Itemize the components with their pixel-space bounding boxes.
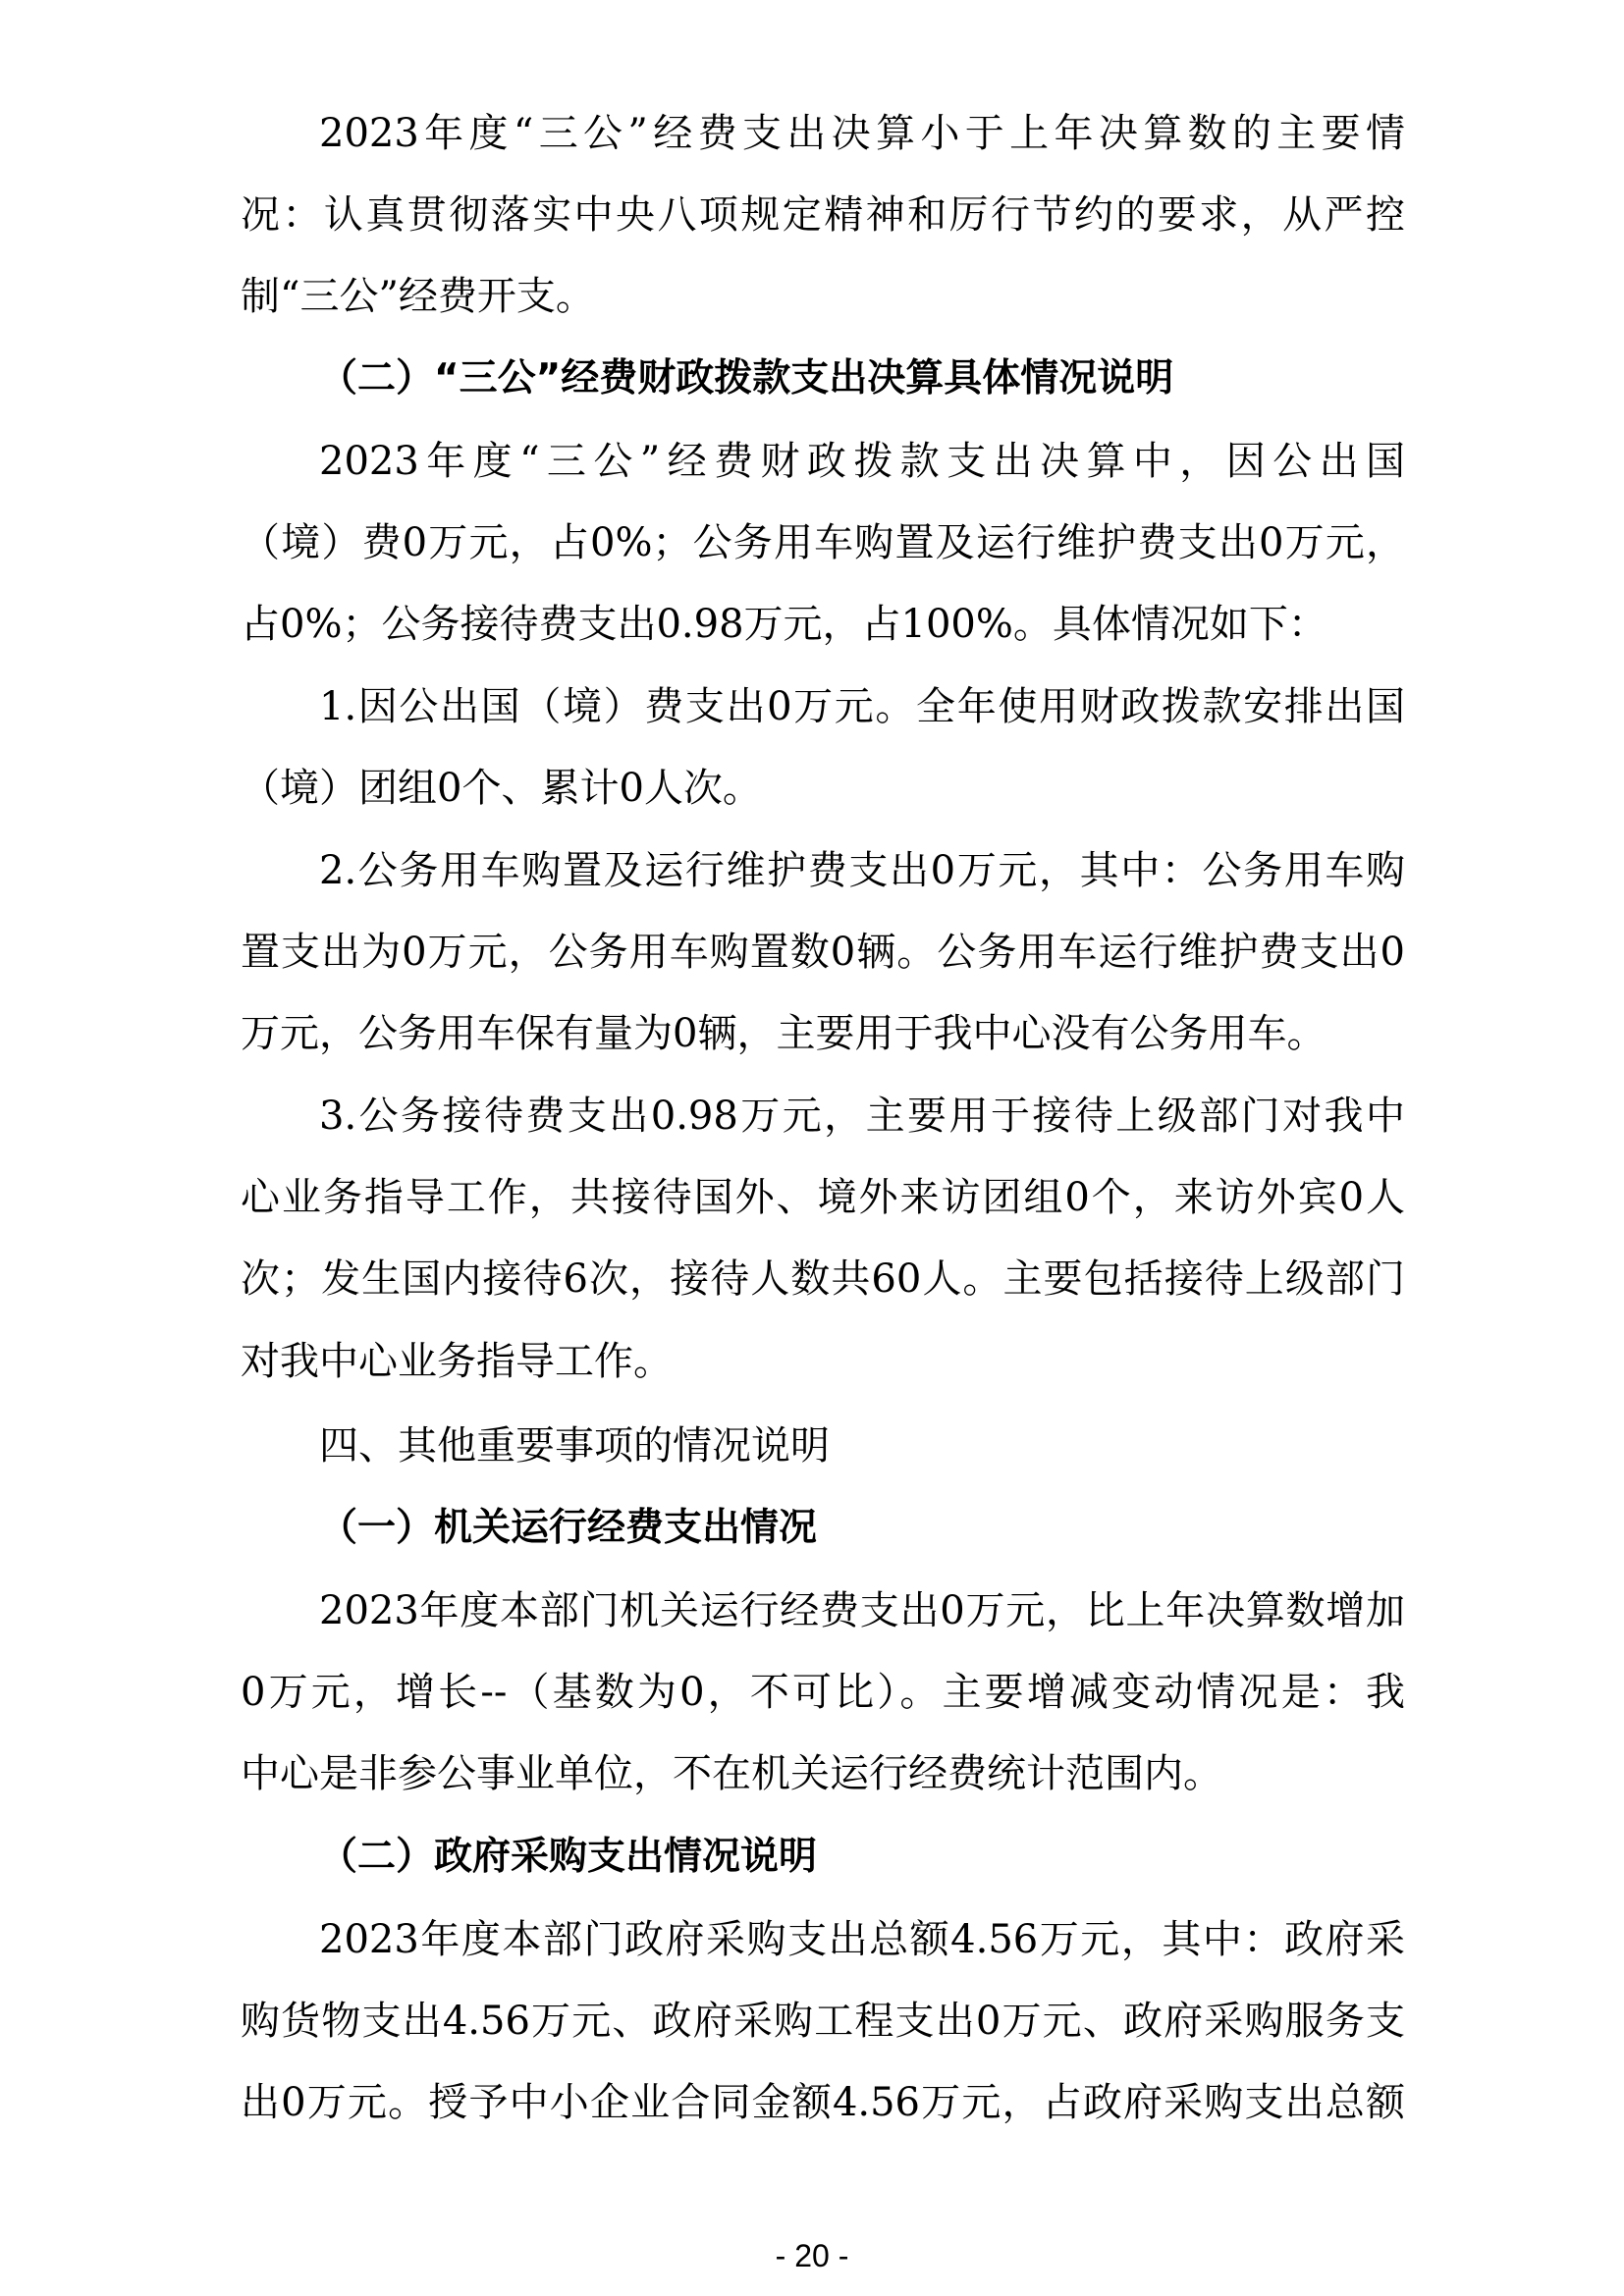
section-heading-government-procurement: （二）政府采购支出情况说明 <box>319 1835 818 1879</box>
page-number: - 20 - <box>775 2238 849 2273</box>
paragraph-line: 购货物支出4.56万元、政府采购工程支出0万元、政府采购服务支 <box>241 1999 1405 2044</box>
paragraph-line: 2023年度本部门政府采购支出总额4.56万元，其中：政府采 <box>319 1917 1405 1962</box>
paragraph-line: 2023年度“三公”经费支出决算小于上年决算数的主要情 <box>319 111 1405 156</box>
paragraph-line: 况：认真贯彻落实中央八项规定精神和厉行节约的要求，从严控 <box>241 192 1405 238</box>
list-item-line: 心业务指导工作，共接待国外、境外来访团组0个，来访外宾0人 <box>241 1175 1405 1220</box>
paragraph-line: 占0%；公务接待费支出0.98万元，占100%。具体情况如下： <box>241 602 1327 647</box>
list-item-line: 2.公务用车购置及运行维护费支出0万元，其中：公务用车购 <box>319 848 1405 893</box>
list-item-line: 3.公务接待费支出0.98万元，主要用于接待上级部门对我中 <box>319 1094 1405 1139</box>
list-item-line: 万元，公务用车保有量为0辆，主要用于我中心没有公务用车。 <box>241 1011 1326 1056</box>
list-item-line: 1.因公出国（境）费支出0万元。全年使用财政拨款安排出国 <box>319 684 1405 729</box>
paragraph-line: 2023年度本部门机关运行经费支出0万元，比上年决算数增加 <box>319 1588 1405 1633</box>
list-item-line: 次；发生国内接待6次，接待人数共60人。主要包括接待上级部门 <box>241 1256 1405 1302</box>
paragraph-line: 出0万元。授予中小企业合同金额4.56万元，占政府采购支出总额 <box>241 2080 1405 2125</box>
section-heading-three-public-funds-detail: （二）“三公”经费财政拨款支出决算具体情况说明 <box>319 356 1174 400</box>
list-item-line: （境）团组0个、累计0人次。 <box>241 766 762 811</box>
paragraph-line: 中心是非参公事业单位，不在机关运行经费统计范围内。 <box>241 1751 1222 1796</box>
paragraph-line: 0万元，增长--（基数为0，不可比）。主要增减变动情况是：我 <box>241 1670 1405 1715</box>
paragraph-line: （境）费0万元，占0%；公务用车购置及运行维护费支出0万元， <box>241 520 1405 565</box>
list-item-line: 置支出为0万元，公务用车购置数0辆。公务用车运行维护费支出0 <box>241 930 1405 975</box>
paragraph-line: 2023年度“三公”经费财政拨款支出决算中，因公出国 <box>319 439 1405 484</box>
list-item-line: 对我中心业务指导工作。 <box>241 1339 673 1384</box>
paragraph-line: 制“三公”经费开支。 <box>241 274 595 319</box>
section-heading-operating-expenses: （一）机关运行经费支出情况 <box>319 1506 818 1550</box>
section-heading-other-matters: 四、其他重要事项的情况说明 <box>319 1423 830 1468</box>
